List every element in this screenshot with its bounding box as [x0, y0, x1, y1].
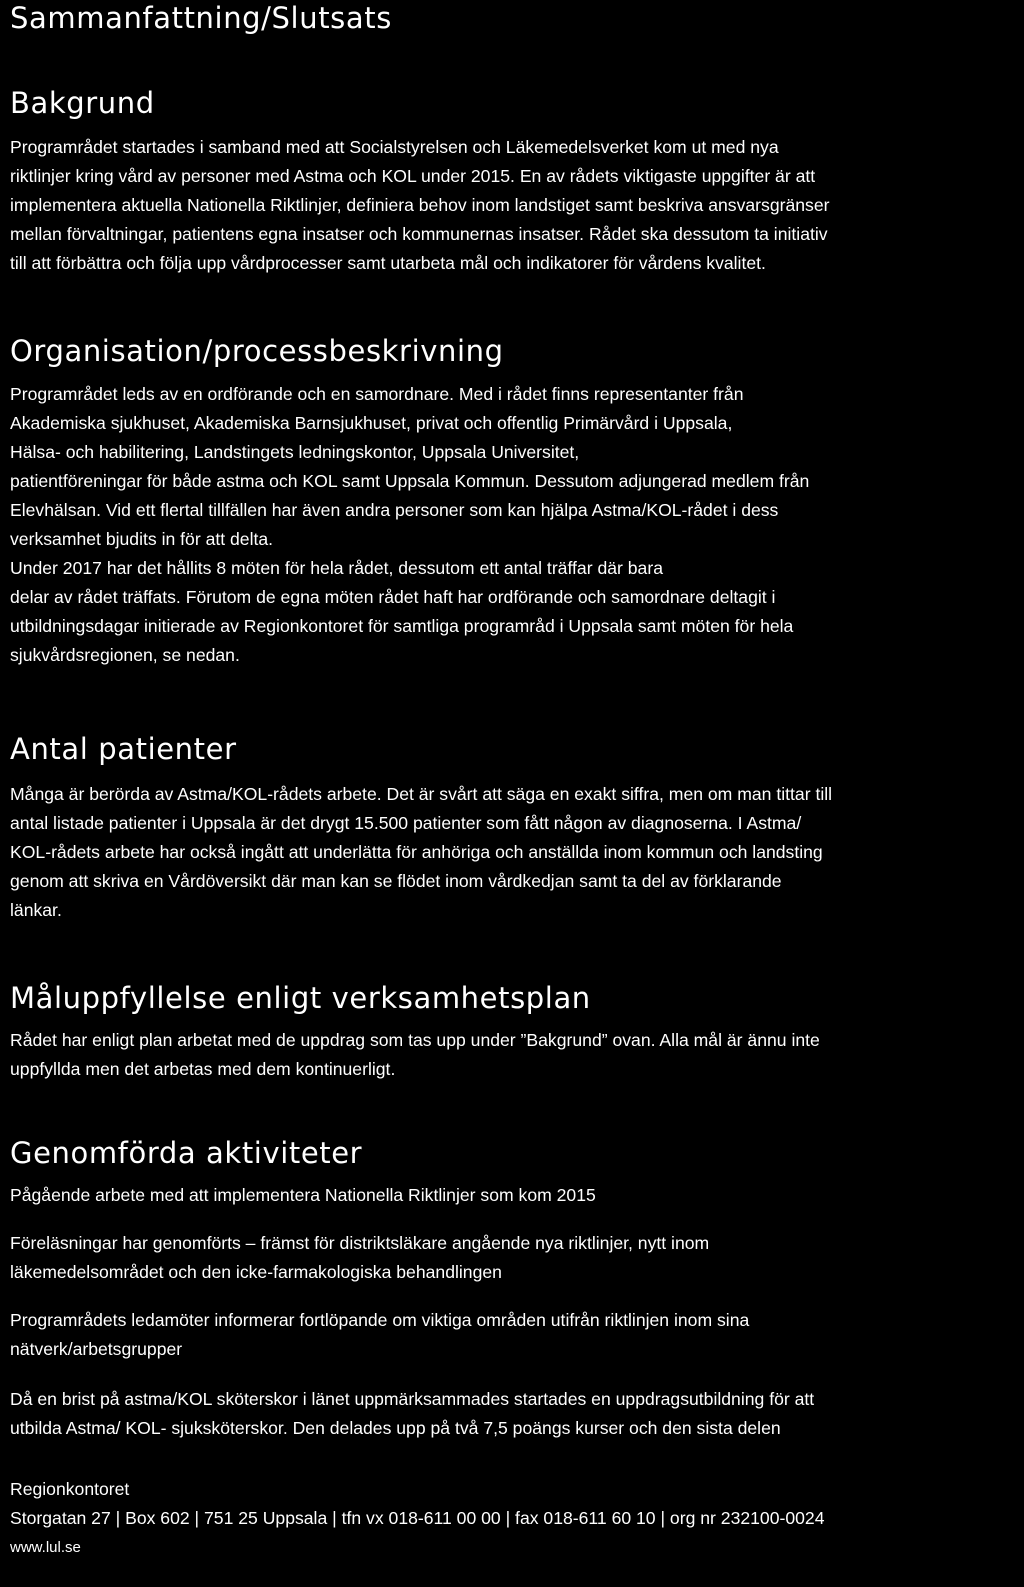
- text-line: länkar.: [10, 900, 62, 920]
- footer-web-link[interactable]: www.lul.se: [10, 1539, 81, 1556]
- text-line: riktlinjer kring vård av personer med Astma och KOL under 2015. En av rådets viktigaste uppgifter är att: [10, 166, 816, 186]
- text-line: antal listade patienter i Uppsala är det drygt 15.500 patienter som fått någon av diagnoserna. I Astma/: [10, 813, 802, 833]
- text-line: Under 2017 har det hållits 8 möten för hela rådet, dessutom ett antal träffar där bara: [10, 558, 663, 578]
- text-line: implementera aktuella Nationella Riktlinjer, definiera behov inom landstiget samt beskriva ansvarsgränser: [10, 195, 830, 215]
- footer-org: Regionkontoret: [10, 1479, 130, 1499]
- text-line: nätverk/arbetsgrupper: [10, 1339, 183, 1359]
- text-line: läkemedelsområdet och den icke-farmakologiska behandlingen: [10, 1262, 502, 1282]
- text-line: Programrådet leds av en ordförande och en samordnare. Med i rådet finns representanter från: [10, 384, 744, 404]
- text-line: mellan förvaltningar, patientens egna insatser och kommunernas insatser. Rådet ska dessutom ta initiativ: [10, 224, 828, 244]
- text-line: Då en brist på astma/KOL sköterskor i länet uppmärksammades startades en uppdragsutbildning för att: [10, 1389, 815, 1409]
- text-line: Pågående arbete med att implementera Nationella Riktlinjer som kom 2015: [10, 1185, 596, 1205]
- heading-organisation: Organisation/processbeskrivning: [10, 334, 504, 368]
- paragraph-aktivitet-2: [10, 1229, 1022, 1287]
- heading-bakgrund: Bakgrund: [10, 86, 155, 120]
- heading-genomforda-aktiviteter: Genomförda aktiviteter: [10, 1136, 363, 1170]
- text-line: Akademiska sjukhuset, Akademiska Barnsjukhuset, privat och offentlig Primärvård i Uppsala,: [10, 413, 733, 433]
- text-line: sjukvårdsregionen, se nedan.: [10, 645, 240, 665]
- heading-antal-patienter: Antal patienter: [10, 732, 237, 766]
- text-line: verksamhet bjudits in för att delta.: [10, 529, 274, 549]
- text-line: Programrådet startades i samband med att Socialstyrelsen och Läkemedelsverket kom ut med nya: [10, 137, 779, 157]
- page-title: Sammanfattning/Slutsats: [10, 1, 392, 35]
- text-line: delar av rådet träffats. Förutom de egna möten rådet haft har ordförande och samordnare deltagit i: [10, 587, 776, 607]
- text-line: Elevhälsan. Vid ett flertal tillfällen har även andra personer som kan hjälpa Astma/KOL-rådet i dess: [10, 500, 779, 520]
- paragraph-organisation: [10, 380, 1022, 670]
- text-line: till att förbättra och följa upp vårdprocesser samt utarbeta mål och indikatorer för vårdens kvalitet.: [10, 253, 766, 273]
- paragraph-antal-patienter: [10, 780, 1022, 925]
- text-line: genom att skriva en Vårdöversikt där man kan se flödet inom vårdkedjan samt ta del av förklarande: [10, 871, 782, 891]
- text-line: Många är berörda av Astma/KOL-rådets arbete. Det är svårt att säga en exakt siffra, men om man tittar till: [10, 784, 833, 804]
- text-line: Programrådets ledamöter informerar fortlöpande om viktiga områden utifrån riktlinjen inom sina: [10, 1310, 750, 1330]
- text-line: utbilda Astma/ KOL- sjuksköterskor. Den delades upp på två 7,5 poängs kurser och den sista delen: [10, 1418, 781, 1438]
- paragraph-aktivitet-1: [10, 1181, 1022, 1210]
- text-line: Rådet har enligt plan arbetat med de uppdrag som tas upp under ”Bakgrund” ovan. Alla mål är ännu inte: [10, 1030, 820, 1050]
- footer-address: Storgatan 27 | Box 602 | 751 25 Uppsala | tfn vx 018-611 00 00 | fax 018-611 60 10 | org nr 232100-0024: [10, 1508, 825, 1528]
- text-line: KOL-rådets arbete har också ingått att underlätta för anhöriga och anställda inom kommun och landsting: [10, 842, 823, 862]
- paragraph-bakgrund: [10, 133, 1022, 278]
- text-line: patientföreningar för både astma och KOL samt Uppsala Kommun. Dessutom adjungerad medlem från: [10, 471, 810, 491]
- text-line: utbildningsdagar initierade av Regionkontoret för samtliga programråd i Uppsala samt möten för hela: [10, 616, 794, 636]
- paragraph-aktivitet-3: [10, 1306, 1022, 1364]
- text-line: uppfyllda men det arbetas med dem kontinuerligt.: [10, 1059, 396, 1079]
- paragraph-maluppfyllelse: [10, 1026, 1022, 1084]
- text-line: Föreläsningar har genomförts – främst för distriktsläkare angående nya riktlinjer, nytt inom: [10, 1233, 710, 1253]
- paragraph-aktivitet-4: [10, 1385, 1022, 1443]
- heading-maluppfyllelse: Måluppfyllelse enligt verksamhetsplan: [10, 981, 591, 1015]
- text-line: Hälsa- och habilitering, Landstingets ledningskontor, Uppsala Universitet,: [10, 442, 580, 462]
- footer: [10, 1475, 1022, 1562]
